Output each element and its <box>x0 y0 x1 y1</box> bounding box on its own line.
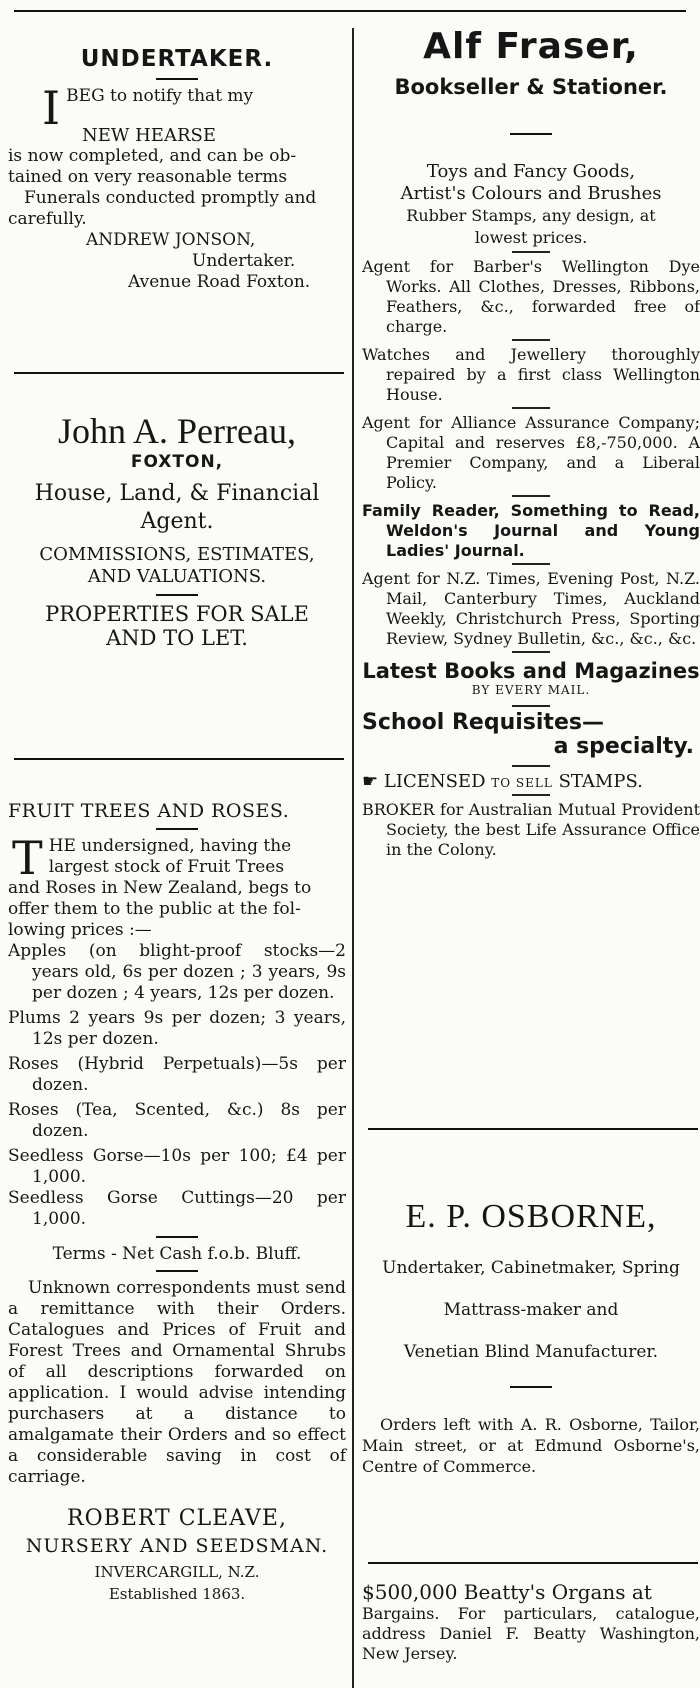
fruit-body: Unknown correspondents must send a remittance with their Orders. Catalogues and Prices of Fruit and Forest Trees and Ornamental Shrubs of all descriptions forwarded on application. I would advise intending purchasers at a distance to amalgamate their Orders and so effect a considerable saving in cost of carriage. <box>8 1278 346 1487</box>
divider <box>156 1270 198 1272</box>
fraser-ad <box>362 26 700 860</box>
divider <box>512 251 550 253</box>
undertaker-title: Undertaker. <box>192 251 296 271</box>
perreau-services: AND VALUATIONS. <box>87 566 267 587</box>
divider <box>510 133 552 135</box>
perreau-properties: AND TO LET. <box>106 626 248 650</box>
undertaker-item: NEW HEARSE <box>82 125 216 146</box>
divider <box>512 407 550 409</box>
section-rule <box>368 1128 698 1130</box>
divider <box>512 495 550 497</box>
licensed-word: TO SELL <box>491 776 553 790</box>
fraser-name: Alf Fraser, <box>423 26 639 67</box>
osborne-name: E. P. OSBORNE, <box>405 1198 657 1235</box>
fraser-trade: Bookseller & Stationer. <box>394 75 668 99</box>
perreau-role: House, Land, & Financial <box>34 481 320 506</box>
divider <box>156 594 198 596</box>
divider <box>512 794 550 796</box>
divider <box>156 828 198 830</box>
fruit-name: ROBERT CLEAVE, <box>67 1506 287 1531</box>
fruit-ad <box>8 800 346 1603</box>
osborne-line: Venetian Blind Manufacturer. <box>403 1342 659 1362</box>
licensed-word: STAMPS. <box>558 771 643 792</box>
undertaker-line: tained on very reasonable terms <box>8 167 288 187</box>
beatty-ad <box>362 1580 700 1664</box>
fraser-school: School Requisites— <box>362 710 604 735</box>
fraser-toys: Artist's Colours and Brushes <box>400 183 662 204</box>
divider <box>512 339 550 341</box>
column-divider <box>352 28 354 1688</box>
fraser-school: a specialty. <box>553 734 694 759</box>
licensed-word: LICENSED <box>383 771 486 792</box>
fruit-intro: largest stock of Fruit Trees <box>48 857 285 877</box>
perreau-ad <box>8 410 346 650</box>
beatty-body: Bargains. For particulars, catalogue, address Daniel F. Beatty Washington, New Jersey. <box>362 1604 700 1663</box>
section-rule <box>368 1562 698 1564</box>
undertaker-line: Funerals conducted promptly and <box>24 188 317 208</box>
fraser-times: Agent for N.Z. Times, Evening Post, N.Z. Mail, Canterbury Times, Auckland Weekly, Christchurch Press, Sporting Review, Sydney Bulletin, &c., &c., &c. <box>362 569 700 648</box>
fraser-broker: BROKER for Australian Mutual Provident Society, the best Life Assurance Office in the Colony. <box>362 800 700 859</box>
divider <box>510 1386 552 1388</box>
beatty-headline: $500,000 Beatty's Organs at <box>362 1580 652 1604</box>
perreau-role: Agent. <box>140 509 214 534</box>
fraser-dye: Agent for Barber's Wellington Dye Works. All Clothes, Dresses, Ribbons, Feathers, &c., forwarded free of charge. <box>362 257 700 336</box>
drop-cap: T <box>12 831 43 885</box>
osborne-line: Undertaker, Cabinetmaker, Spring <box>382 1258 680 1278</box>
undertaker-line: carefully. <box>8 209 87 229</box>
section-rule <box>14 758 344 760</box>
osborne-orders: Orders left with A. R. Osborne, Tailor, Main street, or at Edmund Osborne's, Centre of Commerce. <box>362 1415 700 1476</box>
perreau-properties: PROPERTIES FOR SALE <box>45 602 309 626</box>
perreau-services: COMMISSIONS, ESTIMATES, <box>39 544 315 565</box>
fruit-intro: HE undersigned, having the <box>48 836 292 856</box>
fraser-watches: Watches and Jewellery thoroughly repaired by a first class Wellington House. <box>362 345 700 404</box>
fraser-toys: Rubber Stamps, any design, at <box>406 206 656 225</box>
fraser-family: Family Reader, Something to Read, Weldon's Journal and Young Ladies' Journal. <box>362 501 700 560</box>
fraser-toys: Toys and Fancy Goods, <box>426 161 636 182</box>
pointing-hand-icon: ☛ <box>362 771 379 792</box>
fruit-trade: NURSERY AND SEEDSMAN. <box>25 1535 329 1557</box>
divider <box>156 78 198 80</box>
undertaker-line: is now completed, and can be ob- <box>8 146 297 166</box>
undertaker-heading: UNDERTAKER. <box>80 46 274 72</box>
fraser-books: Latest Books and Magazines <box>362 659 700 683</box>
fruit-intro: lowing prices :— <box>8 920 152 940</box>
price-item: Roses (Tea, Scented, &c.) 8s per dozen. <box>8 1100 346 1141</box>
price-item: Apples (on blight-proof stocks—2 years old, 6s per dozen ; 3 years, 9s per dozen ; 4 years, 12s per dozen. <box>8 941 346 1003</box>
divider <box>156 1236 198 1238</box>
price-item: Seedless Gorse—10s per 100; £4 per 1,000. <box>8 1146 346 1187</box>
osborne-line: Mattrass-maker and <box>443 1300 619 1320</box>
fruit-town: INVERCARGILL, N.Z. <box>94 1563 260 1581</box>
fruit-terms: Terms - Net Cash f.o.b. Bluff. <box>52 1244 302 1264</box>
fruit-heading: FRUIT TREES AND ROSES. <box>8 800 290 822</box>
divider <box>512 705 550 707</box>
perreau-town: FOXTON, <box>130 452 224 472</box>
divider <box>512 563 550 565</box>
fraser-mail: BY EVERY MAIL. <box>471 683 591 697</box>
undertaker-intro: BEG to notify that my <box>66 86 254 106</box>
top-rule <box>14 10 686 12</box>
fruit-established: Established 1863. <box>108 1585 246 1603</box>
undertaker-address: Avenue Road Foxton. <box>128 272 311 292</box>
fraser-licensed <box>362 771 700 792</box>
fruit-intro: and Roses in New Zealand, begs to <box>8 878 312 898</box>
price-item: Plums 2 years 9s per dozen; 3 years, 12s per dozen. <box>8 1008 346 1049</box>
price-item: Seedless Gorse Cuttings—20 per 1,000. <box>8 1188 346 1229</box>
fruit-intro: offer them to the public at the fol- <box>8 899 301 919</box>
price-item: Roses (Hybrid Perpetuals)—5s per dozen. <box>8 1054 346 1095</box>
osborne-ad <box>362 1198 700 1477</box>
section-rule <box>14 372 344 374</box>
divider <box>512 651 550 653</box>
divider <box>512 765 550 767</box>
drop-cap: I <box>42 81 61 135</box>
undertaker-ad <box>8 46 346 293</box>
fraser-alliance: Agent for Alliance Assurance Company; Capital and reserves £8,-750,000. A Premier Company, and a Liberal Policy. <box>362 413 700 492</box>
undertaker-name: ANDREW JONSON, <box>86 230 256 250</box>
fraser-toys: lowest prices. <box>474 228 588 247</box>
perreau-name: John A. Perreau, <box>58 411 296 451</box>
